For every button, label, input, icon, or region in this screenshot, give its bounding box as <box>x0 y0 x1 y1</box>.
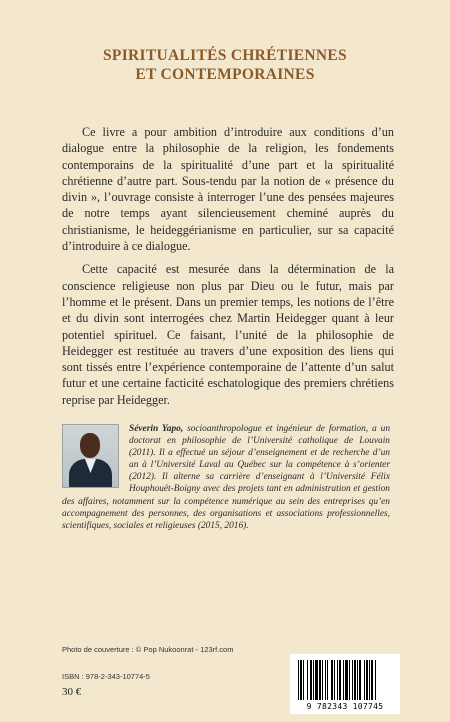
book-title <box>0 46 450 84</box>
title-line-2: ET CONTEMPORAINES <box>135 66 315 83</box>
barcode-bars <box>296 660 394 700</box>
barcode <box>290 654 400 714</box>
price: 30 € <box>62 686 82 698</box>
title-line-1: SPIRITUALITÉS CHRÉTIENNES <box>103 47 347 64</box>
author-bio-section <box>62 423 390 532</box>
barcode-digits: 9 782343 107745 <box>306 702 384 711</box>
blurb-paragraph-2: Cette capacité est mesurée dans la détermination de la conscience religieuse non plus par Dieu ou le futur, mais par l’homme et le présent. Dans un premier temps, les notions de l’être et du divin sont interrogées chez Martin Heidegger quant à leur potentiel spirituel. Ce faisant, l’unité de la philosophie de Heidegger est restituée au travers d’une exposition des liens qui sont tissés entre l’expérience contemporaine de l’attente d’un salut futur et une certaine facticité eschatologique des premiers chrétiens reprise par Heidegger. <box>62 262 394 407</box>
author-photo <box>62 424 119 488</box>
blurb-paragraph-1: Ce livre a pour ambition d’introduire aux conditions d’un dialogue entre la philosophie de la religion, les fondements contemporains de la spiritualité d’une part et la spiritualité chrétienne d’autre part. Sous-tendu par la notion de « présence du divin », l’ouvrage consiste à interroger l’une des pensées majeures de notre temps ayant silencieusement cheminé auprès du christianisme, le heideggérianisme en particulier, sur sa capacité d’introduire à ce dialogue. <box>62 125 394 254</box>
author-name: Séverin Yapo, <box>129 424 184 434</box>
back-cover-blurb <box>62 124 394 415</box>
isbn: ISBN : 978-2-343-10774-5 <box>62 672 150 681</box>
author-bio: socioanthropologue et ingénieur de formation, a un doctorat en philosophie de l’Université catholique de Louvain (2011). Il a effectué un séjour d’enseignement et de recherche d’un an à l’Université Laval au Québec sur la compétence à s’orienter (2012). Il alterne sa carrière d’enseignant à l’Université Félix Houphouët-Boigny avec des projets tant en administration et gestion des affaires, notamment sur la compétence numérique au sein des entreprises qu’en accompagnement des personnes, des organisations et associations professionnelles, scientifiques, sociales et religieuses (2015, 2016). <box>62 424 391 531</box>
cover-photo-credit: Photo de couverture : © Pop Nukoonrat - 123rf.com <box>62 645 234 654</box>
